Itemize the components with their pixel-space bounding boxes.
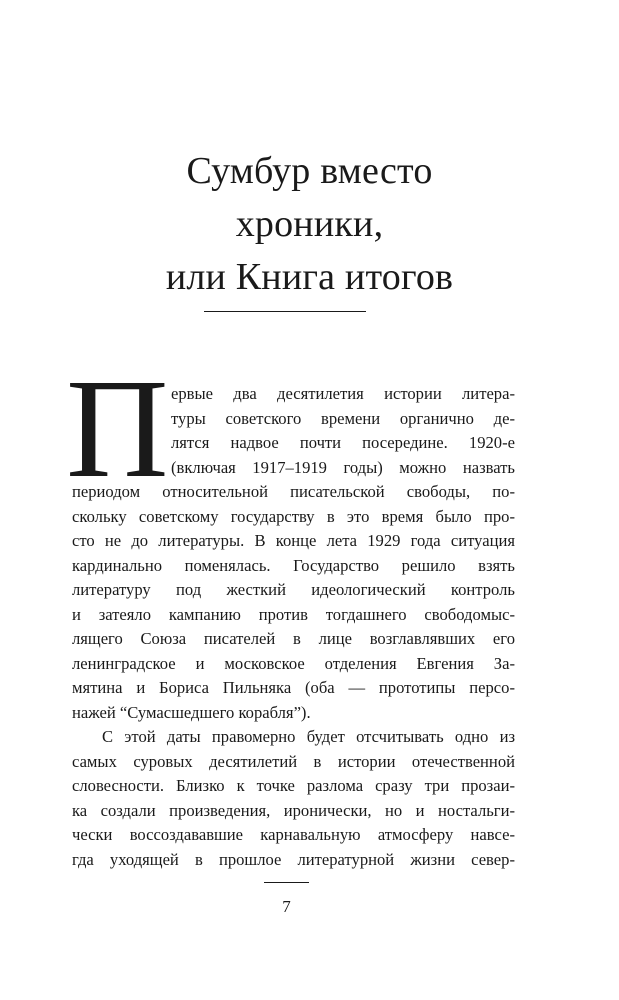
text-line: лятся надвое почти посередине. 1920-е xyxy=(171,433,515,452)
text-line: мятина и Бориса Пильняка (оба — прототипы персо- xyxy=(72,678,515,697)
footer-divider xyxy=(264,882,309,883)
text-line: словесности. Близко к точке разлома сразу три прозаи- xyxy=(72,776,515,795)
text-line: (включая 1917–1919 годы) можно назвать xyxy=(171,457,515,477)
body-text xyxy=(72,382,515,872)
text-line: кардинально поменялась. Государство решило взять xyxy=(72,555,515,575)
drop-cap: П xyxy=(66,349,169,507)
chapter-title-line: или Книга итогов xyxy=(165,256,454,298)
text-line: нажей “Сумасшедшего корабля”). xyxy=(72,702,311,722)
title-divider xyxy=(204,311,366,312)
text-line: чески воссоздававшие карнавальную атмосферу навсе- xyxy=(72,825,515,844)
text-line: самых суровых десятилетий в истории отечественной xyxy=(72,751,515,771)
paragraph xyxy=(72,725,515,872)
text-line: литературу под жесткий идеологический контроль xyxy=(72,580,515,599)
text-line: ервые два десятилетия истории литера- xyxy=(171,384,515,403)
page-number: 7 xyxy=(282,897,291,916)
chapter-title-line: хроники, xyxy=(235,203,384,245)
text-line: периодом относительной писательской свободы, по- xyxy=(72,482,515,501)
chapter-title-line: Сумбур вместо xyxy=(186,150,433,192)
text-line: С этой даты правомерно будет отсчитывать одно из xyxy=(102,727,515,746)
text-line: ленинградское и московское отделения Евгения За- xyxy=(72,653,515,673)
paragraph xyxy=(72,382,515,725)
text-line: и затеяло кампанию против тогдашнего свободомыс- xyxy=(72,604,515,624)
text-line: лящего Союза писателей в лице возглавлявших его xyxy=(72,629,515,648)
text-line: ка создали произведения, иронически, но и ностальги- xyxy=(72,800,515,820)
text-line: скольку советскому государству в это время было про- xyxy=(72,506,515,526)
text-line: туры советского времени органично де- xyxy=(171,408,515,428)
text-line: сто не до литературы. В конце лета 1929 года ситуация xyxy=(72,531,515,550)
text-line: гда уходящей в прошлое литературной жизни север- xyxy=(72,849,515,869)
chapter-title xyxy=(0,145,619,304)
